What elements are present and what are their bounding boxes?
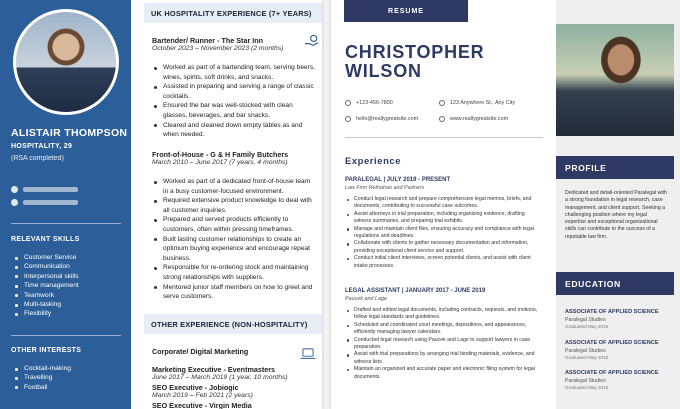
- list-item: Flexibility: [15, 309, 79, 318]
- list-item: Maintain an organized and accurate paper and electronic filing system for legal documents.: [345, 366, 541, 381]
- last-name: WILSON: [345, 61, 422, 81]
- laptop-icon: [300, 347, 316, 361]
- list-item: Required extensive product knowledge to deal with all customer inquiries.: [152, 196, 317, 215]
- list-item: Cleared and cleaned down empty tables as and when needed.: [152, 121, 317, 140]
- divider: [345, 137, 543, 138]
- candidate-subtitle: HOSPITALITY, 29: [11, 143, 73, 150]
- interests-list: [15, 364, 71, 392]
- contact-phone: [345, 100, 393, 106]
- education-grad: Graduated May 2016: [565, 385, 609, 390]
- other-experience-heading: OTHER EXPERIENCE (NON-HOSPITALITY): [144, 314, 322, 334]
- email-text: hello@reallygreatsite.com: [356, 116, 419, 122]
- list-item: Scheduled and coordinated court meetings, depositions, and appearances, efficiently managing lawyer calendars.: [345, 322, 541, 337]
- profile-photo: [13, 9, 119, 115]
- list-item: Mentored junior staff members on how to greet and serve customers.: [152, 283, 317, 302]
- list-item: Built lasting customer relationships to create an optimum buying experience and encourage repeat business.: [152, 235, 317, 264]
- job1-bullets: [345, 196, 541, 270]
- list-item: Worked as part of a bartending team, serving beers, wines, spirits, soft drinks, and snacks.: [152, 63, 317, 82]
- candidate-rsa: (RSA completed): [11, 155, 64, 162]
- list-item: Conduct initial client interviews, screen potential clients, and assist with client intake processes.: [345, 255, 541, 270]
- job-company: Law Firm Rethahan and Partners: [345, 185, 425, 191]
- list-item: Assist attorneys in trial preparation, including organizing evidence, drafting witness summaries, and preparing trial exhibits.: [345, 211, 541, 226]
- resume-tab: RESUME: [344, 0, 468, 22]
- list-item: Conducted legal research using Paucek and Lage to support lawyers in case preparation.: [345, 337, 541, 352]
- education-grad: Graduated May 2016: [565, 355, 609, 360]
- right-resume: [331, 0, 680, 409]
- list-item: Worked as part of a dedicated front-of-house team in a busy customer-focused environment.: [152, 177, 317, 196]
- experience-heading: Experience: [345, 155, 402, 166]
- education-school: ASSOCIATE OF APPLIED SCIENCE: [565, 309, 659, 315]
- job-title: Marketing Executive - Eventmasters: [152, 365, 276, 374]
- globe-icon: [439, 116, 445, 122]
- list-item: Travelling: [15, 373, 71, 382]
- education-field: Paralegal Studies: [565, 317, 606, 323]
- job2-bullets: [345, 307, 541, 381]
- website-text: www.reallygreatsite.com: [450, 116, 509, 122]
- candidate-name: ALISTAIR THOMPSON: [11, 127, 128, 139]
- list-item: Assist with trial preparations by arranging trial binding materials, evidence, and witness lists.: [345, 351, 541, 366]
- list-item: Cocktail-making: [15, 364, 71, 373]
- list-item: Football: [15, 383, 71, 392]
- education-field: Paralegal Studies: [565, 378, 606, 384]
- job1-bullets: [152, 63, 317, 140]
- list-item: Conduct legal research and prepare comprehensive legal memos, briefs, and documents, contributing to successful case outcomes.: [345, 196, 541, 211]
- education-grad: Graduated May 2016: [565, 324, 609, 329]
- list-item: Prepared and served products efficiently to customers, often within pressing timeframes.: [152, 215, 317, 234]
- job-title: Front-of-House - G & H Family Butchers: [152, 150, 289, 159]
- skills-list: [15, 253, 79, 319]
- job-date: October 2023 – November 2023 (2 months): [152, 45, 284, 52]
- list-item: Drafted and edited legal documents, including contracts, requests, and motions, follow legal standards and guidelines.: [345, 307, 541, 322]
- contact-address: [439, 100, 515, 106]
- job-date: March 2019 – Feb 2021 (2 years): [152, 392, 253, 399]
- education-heading: EDUCATION: [556, 272, 674, 295]
- phone-icon: [11, 186, 18, 193]
- list-item: Manage and maintain client files, ensuring accuracy and compliance with legal regulations and deadlines.: [345, 226, 541, 241]
- list-item: Customer Service: [15, 253, 79, 262]
- job-title: LEGAL ASSISTANT | JANUARY 2017 - JUNE 2019: [345, 288, 486, 294]
- education-field: Paralegal Studies: [565, 348, 606, 354]
- list-item: Collaborate with clients to gather necessary documentation and information, providing exceptional client service and support.: [345, 240, 541, 255]
- job-title: Bartender/ Runner - The Star Inn: [152, 36, 264, 45]
- education-school: ASSOCIATE OF APPLIED SCIENCE: [565, 370, 659, 376]
- redacted-email: [23, 200, 78, 205]
- job2-bullets: [152, 177, 317, 302]
- job-title: SEO Executive - Jobiogic: [152, 383, 239, 392]
- contact-email: [345, 116, 418, 122]
- divider: [11, 223, 121, 224]
- phone-icon: [345, 100, 351, 106]
- phone-text: +123-456-7890: [356, 100, 393, 106]
- right-sidebar: [556, 0, 680, 409]
- left-resume: [0, 0, 322, 409]
- left-main-column: [144, 0, 316, 409]
- list-item: Assisted in preparing and serving a range of classic cocktails.: [152, 82, 317, 101]
- list-item: Communication: [15, 262, 79, 271]
- contact-website: [439, 116, 508, 122]
- hand-coin-icon: [304, 34, 320, 48]
- skills-heading: RELEVANT SKILLS: [11, 236, 80, 243]
- left-sidebar: [0, 0, 131, 409]
- address-text: 123 Anywhere St., Any City: [450, 100, 516, 106]
- contact-email: [11, 199, 121, 206]
- email-icon: [11, 199, 18, 206]
- profile-heading: PROFILE: [556, 156, 674, 179]
- first-name: CHRISTOPHER: [345, 42, 485, 62]
- list-item: Multi-tasking: [15, 300, 79, 309]
- list-item: Time management: [15, 281, 79, 290]
- contact-phone: [11, 186, 121, 193]
- redacted-phone: [23, 187, 78, 192]
- location-icon: [439, 100, 445, 106]
- list-item: Responsible for re-ordering stock and maintaining strong relationships with suppliers.: [152, 263, 317, 282]
- job-title: PARALEGAL | JULY 2019 - PRESENT: [345, 177, 451, 183]
- list-item: Ensured the bar was well-stocked with clean glasses, beverages, and bar snacks.: [152, 101, 317, 120]
- job-title: SEO Executive - Virgin Media: [152, 401, 252, 409]
- interests-heading: OTHER INTERESTS: [11, 347, 82, 354]
- email-icon: [345, 116, 351, 122]
- profile-text: Dedicated and detail-oriented Paralegal with a strong foundation in legal research, case management, and client support. Seeking a challenging position where my legal expertise and exceptional organizational skills can contribute to the success of a reputable law firm.: [565, 190, 667, 240]
- job-date: June 2017 – March 2019 (1 year, 10 months): [152, 374, 288, 381]
- profile-photo: [556, 24, 674, 136]
- list-item: Interpersonal skills: [15, 272, 79, 281]
- job-title: Corporate/ Digital Marketing: [152, 347, 249, 356]
- list-item: Teamwork: [15, 291, 79, 300]
- education-school: ASSOCIATE OF APPLIED SCIENCE: [565, 340, 659, 346]
- divider: [11, 335, 121, 336]
- job-date: March 2010 – June 2017 (7 years, 4 months): [152, 159, 288, 166]
- uk-experience-heading: UK HOSPITALITY EXPERIENCE (7+ YEARS): [144, 3, 322, 23]
- job-company: Paucek and Lage: [345, 296, 387, 302]
